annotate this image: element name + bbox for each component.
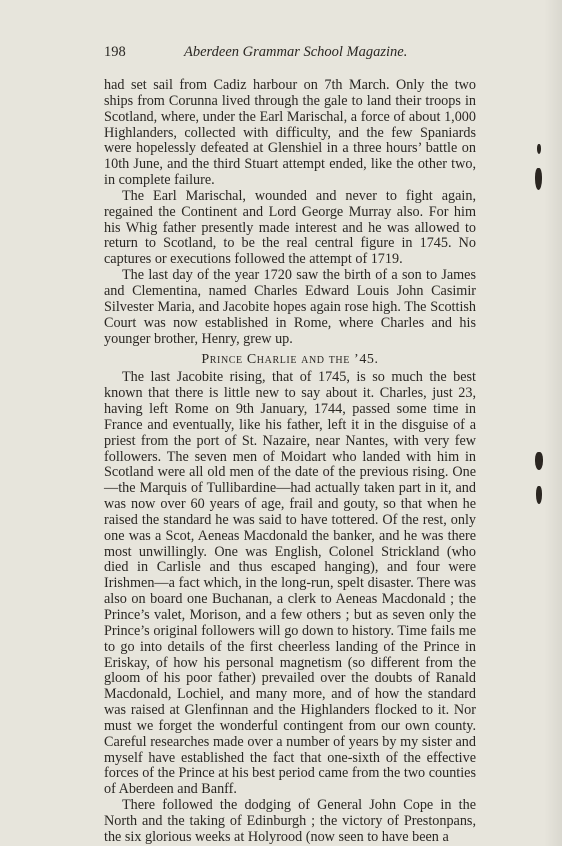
paragraph-4: The last Jacobite rising, that of 1745, is so much the best known that there is little new to say about it. Charles, just 23, having left Rome on 9th January, 1744, passed some time in France and eventually, like his father, left it in the disguise of a priest from the port of St. Nazaire, near Nantes, with very few followers. The seven men of Moidart who landed with him in Scotland were all old men of the date of the previous rising. One—the Marquis of Tullibardine—had actually taken part in it, and was now over 60 years of age, frail and gouty, so that when he raised the standard he was said to have tottered. Of the rest, only one was a Scot, Aeneas Macdonald the banker, and he was there most unwillingly. One was English, Colonel Strickland (who died in Carlisle and thus escaped hanging), and four were Irishmen—a fact which, in the long-run, spelt disaster. There was also on board one Buchanan, a clerk to Aeneas Macdonald ; the Prince’s valet, Morison, and a few others ; but as seven only the Prince’s original followers will go down to history. Time fails me to go into details of the first cheerless landing of the Prince in Eriskay, of how his personal magnetism (so different from the gloom of his poor father) prevailed over the doubts of Ranald Macdonald, Lochiel, and many more, and of how the standard was raised at Glenfinnan and the Highlanders flocked to it. Nor must we forget the wonderful contingent from our own county. Careful researches made over a number of years by my sister and myself have established the fact that one-sixth of the effective forces of the Prince at his best period came from the two counties of Aberdeen and Banff. xyxy=(104,369,476,798)
page-number: 198 xyxy=(104,44,126,60)
article-body xyxy=(104,78,476,846)
running-head xyxy=(104,44,476,64)
margin-mark-1 xyxy=(537,144,541,154)
paragraph-2: The Earl Marischal, wounded and never to fight again, regained the Continent and Lord George Murray also. For him his Whig father presently made interest and he was allowed to return to Scotland, to be the real central figure in 1745. No captures or executions followed the attempt of 1719. xyxy=(104,187,476,268)
margin-mark-3 xyxy=(535,452,543,470)
section-heading: Prince Charlie and the ’45. xyxy=(201,352,379,368)
paragraph-3: The last day of the year 1720 saw the birth of a son to James and Clementina, named Charles Edward Louis John Casimir Silvester Maria, and Jacobite hopes again rose high. The Scottish Court was now established in Rome, where Charles and his younger brother, Henry, grew up. xyxy=(104,267,476,347)
margin-mark-2 xyxy=(535,168,542,190)
journal-title: Aberdeen Grammar School Magazine. xyxy=(184,44,408,60)
paragraph-1: had set sail from Cadiz harbour on 7th March. Only the two ships from Corunna lived through the gale to land their troops in Scotland, where, under the Earl Marischal, a force of about 1,000 Highlanders, collected with difficulty, and the few Spaniards were hopelessly defeated at Glenshiel in a three hours’ battle on 10th June, and the third Stuart attempt ended, like the other two, in complete failure. xyxy=(104,77,476,189)
margin-mark-4 xyxy=(536,486,542,504)
paragraph-5: There followed the dodging of General John Cope in the North and the taking of Edinburgh ; the victory of Prestonpans, the six glorious weeks at Holyrood (now seen to have been a xyxy=(104,797,476,845)
page-edge-shadow xyxy=(544,0,562,846)
